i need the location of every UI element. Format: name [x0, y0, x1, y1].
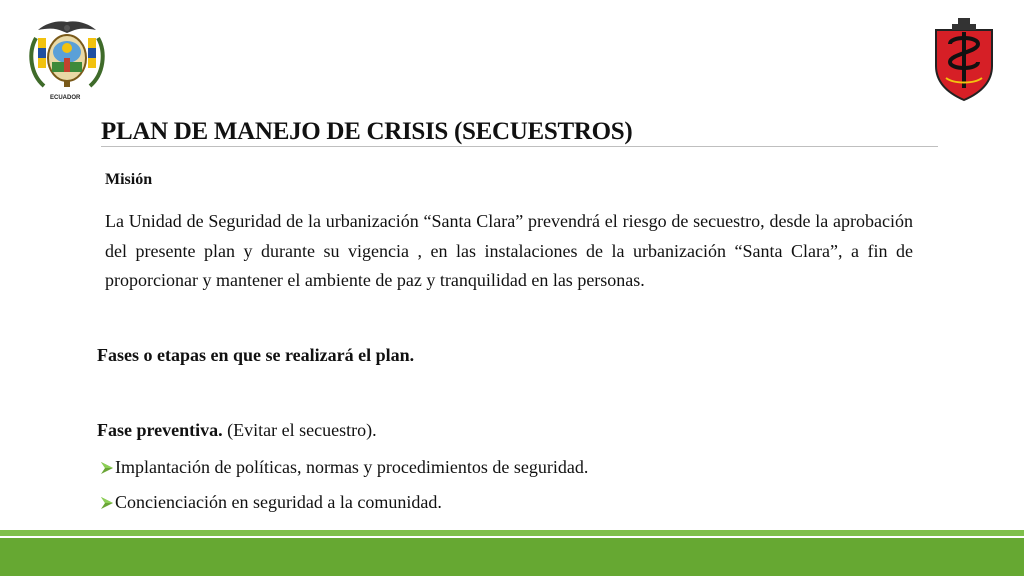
bullet-text: Concienciación en seguridad a la comunidad.	[115, 492, 442, 512]
list-item	[100, 491, 588, 526]
arrow-bullet-icon	[100, 496, 114, 510]
fase-preventiva-line	[97, 420, 377, 441]
bullet-text: Implantación de políticas, normas y procedimientos de seguridad.	[115, 457, 589, 477]
arrow-bullet-icon	[100, 461, 114, 475]
bullet-list	[100, 456, 588, 526]
mision-paragraph: La Unidad de Seguridad de la urbanización “Santa Clara” prevendrá el riesgo de secuestro, desde la aprobación del presente plan y durante su vigencia , en las instalaciones de la urbanización “Santa Clara”, a fin de proporcionar y mantener el ambiente de paz y tranquilidad en las personas.	[105, 211, 913, 290]
fase-preventiva-detail: (Evitar el secuestro).	[222, 420, 377, 440]
mision-label: Misión	[105, 171, 153, 188]
footer-green-bar	[0, 538, 1024, 576]
footer-accent-line	[0, 530, 1024, 536]
fases-heading: Fases o etapas en que se realizará el plan.	[97, 345, 415, 365]
title-underline	[101, 146, 938, 147]
fase-preventiva-label: Fase preventiva.	[97, 420, 223, 440]
list-item	[100, 456, 588, 491]
ecuador-caption: ECUADOR	[50, 95, 81, 101]
ecuador-coat-of-arms-icon	[24, 18, 110, 104]
red-shield-emblem-icon	[928, 18, 1000, 102]
slide-title: PLAN DE MANEJO DE CRISIS (SECUESTROS)	[101, 118, 633, 145]
